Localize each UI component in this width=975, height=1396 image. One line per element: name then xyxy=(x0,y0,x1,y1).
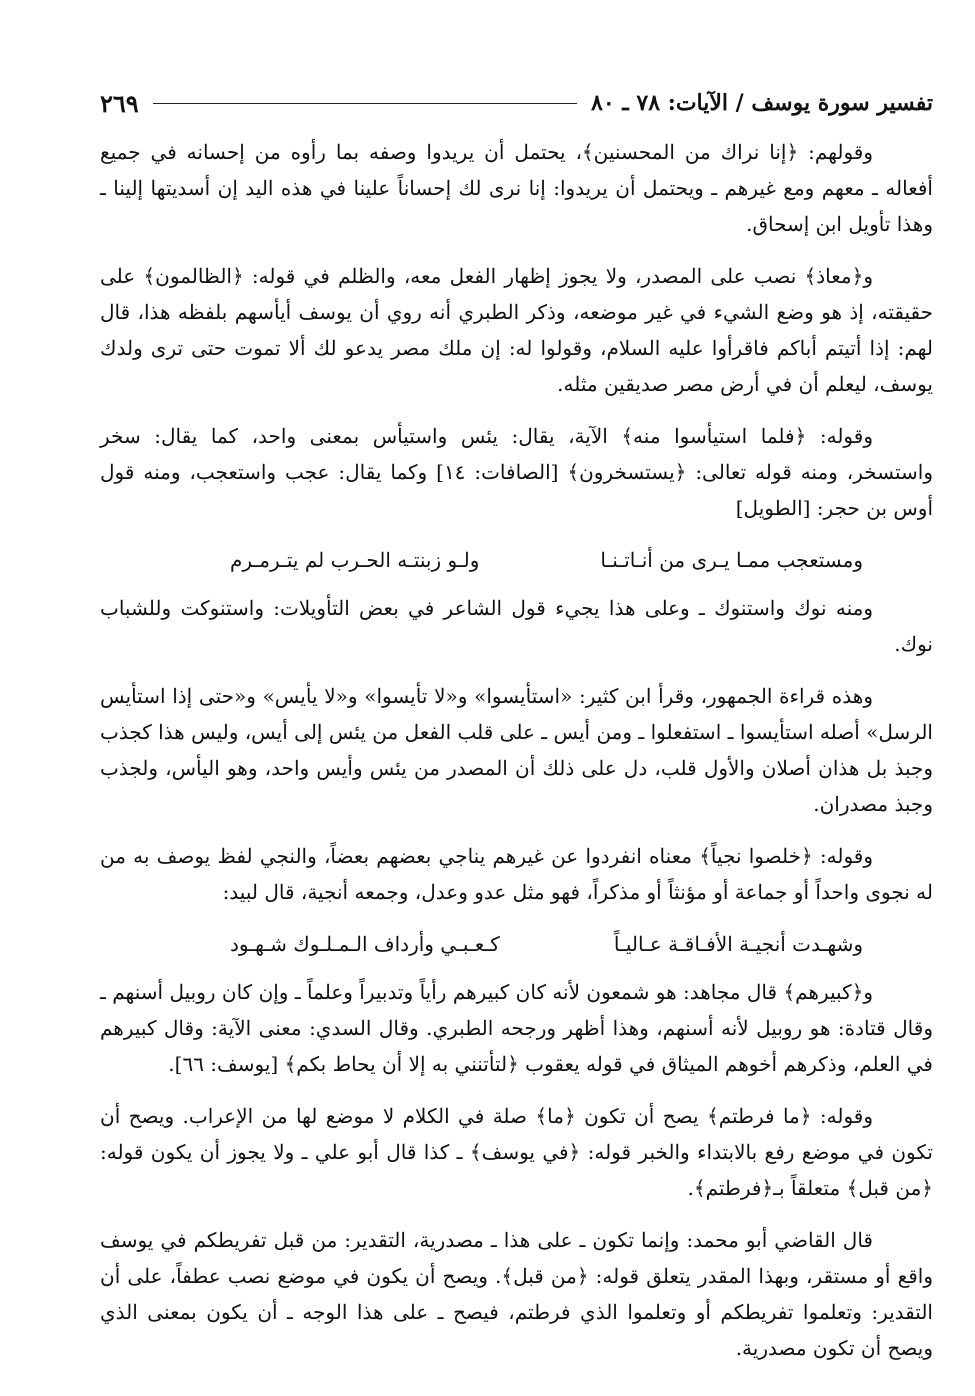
verse-2-right-hemistich: وشهـدت أنجيـة الأفـاقـة عـاليـاً xyxy=(613,932,863,956)
paragraph-2: و﴿معاذ﴾ نصب على المصدر، ولا يجوز إظهار الفعل معه، والظلم في قوله: ﴿الظالمون﴾ على حقيقته، إذ هو وضع الشيء في غير موضعه، وذكر الطبري أنه روي أن يوسف أيأسهم بلفظه هذا، قال لهم: إذا أتيتم أباكم فاقرأوا عليه السلام، وقولوا له: إن ملك مصر يدعو لك ألا تموت حتى ترى ولدك يوسف، ليعلم أن في أرض مصر صديقين مثله. xyxy=(100,264,933,396)
page-header xyxy=(100,86,933,120)
header-rule xyxy=(153,103,577,104)
poetry-verse-2 xyxy=(230,926,863,962)
paragraph-7: و﴿كبيرهم﴾ قال مجاهد: هو شمعون لأنه كان كبيرهم رأياً وتدبيراً وعلماً ـ وإن كان روبيل أسنهم ـ وقال قتادة: هو روبيل لأنه أسنهم، وهذا أظهر ورجحه الطبري. وقال السدي: معنى الآية: وقال كبيرهم في العلم، وذكرهم أخوهم الميثاق في قوله يعقوب ﴿لتأتنني به إلا أن يحاط بكم﴾ [يوسف: ٦٦]. xyxy=(100,980,933,1076)
paragraph-5: وهذه قراءة الجمهور، وقرأ ابن كثير: «استأيسوا» و«لا تأيسوا» و«لا يأيس» و«حتى إذا استأيس الرسل» أصله استأيسوا ـ استفعلوا ـ ومن أيس ـ على قلب الفعل من يئس إلى أيس، وليس هذا كجذب وجبذ بل هذان أصلان والأول قلب، دل على ذلك أن المصدر من يئس وأيس واحد، وهو اليأس، ولجذب وجبذ مصدران. xyxy=(100,684,933,816)
page-body xyxy=(100,134,933,1382)
poetry-verse-1 xyxy=(230,542,863,578)
paragraph-6: وقوله: ﴿خلصوا نجياً﴾ معناه انفردوا عن غيرهم يناجي بعضهم بعضاً، والنجي لفظ يوصف به من له نجوى واحداً أو جماعة أو مؤنثاً أو مذكراً، فهو مثل عدو وعدل، وجمعه أنجية، قال لبيد: xyxy=(100,844,933,904)
paragraph-8: وقوله: ﴿ما فرطتم﴾ يصح أن تكون ﴿ما﴾ صلة في الكلام لا موضع لها من الإعراب. ويصح أن تكون في موضع رفع بالابتداء والخبر قوله: ﴿في يوسف﴾ ـ كذا قال أبو علي ـ ولا يجوز أن يكون قوله: ﴿من قبل﴾ متعلقاً بـ﴿فرطتم﴾. xyxy=(100,1104,933,1200)
page-number: ٢٦٩ xyxy=(100,88,139,118)
verse-1-right-hemistich: ومستعجب ممـا يـرى من أنـاتـنـا xyxy=(600,548,863,572)
running-title: تفسير سورة يوسف / الآيات: ٧٨ ـ ٨٠ xyxy=(591,90,933,116)
verse-2-left-hemistich: كـعـبـي وأرداف الـمـلـوك شـهـود xyxy=(230,932,500,956)
paragraph-3: وقوله: ﴿فلما استيأسوا منه﴾ الآية، يقال: يئس واستيأس بمعنى واحد، كما يقال: سخر واستسخر، ومنه قوله تعالى: ﴿يستسخرون﴾ [الصافات: ١٤] وكما يقال: عجب واستعجب، ومنه قول أوس بن حجر: [الطويل] xyxy=(100,424,933,520)
paragraph-1: وقولهم: ﴿إنا نراك من المحسنين﴾، يحتمل أن يريدوا وصفه بما رأوه من إحسانه في جميع أفعاله ـ معهم ومع غيرهم ـ ويحتمل أن يريدوا: إنا نرى لك إحساناً علينا في هذه اليد إن أسديتها إلينا ـ وهذا تأويل ابن إسحاق. xyxy=(100,140,933,236)
paragraph-4: ومنه نوك واستنوك ـ وعلى هذا يجيء قول الشاعر في بعض التأويلات: واستنوكت وللشباب نوك. xyxy=(100,596,933,656)
paragraph-9: قال القاضي أبو محمد: وإنما تكون ـ على هذا ـ مصدرية، التقدير: من قبل تفريطكم في يوسف واقع أو مستقر، وبهذا المقدر يتعلق قوله: ﴿من قبل﴾. ويصح أن يكون في موضع نصب عطفاً، على أن التقدير: وتعلموا تفريطكم أو وتعلموا الذي فرطتم، فيصح ـ على هذا الوجه ـ أن يكون بمعنى الذي ويصح أن تكون مصدرية. xyxy=(100,1228,933,1360)
verse-1-left-hemistich: ولـو زبنتـه الحـرب لم يتـرمـرم xyxy=(230,548,480,572)
